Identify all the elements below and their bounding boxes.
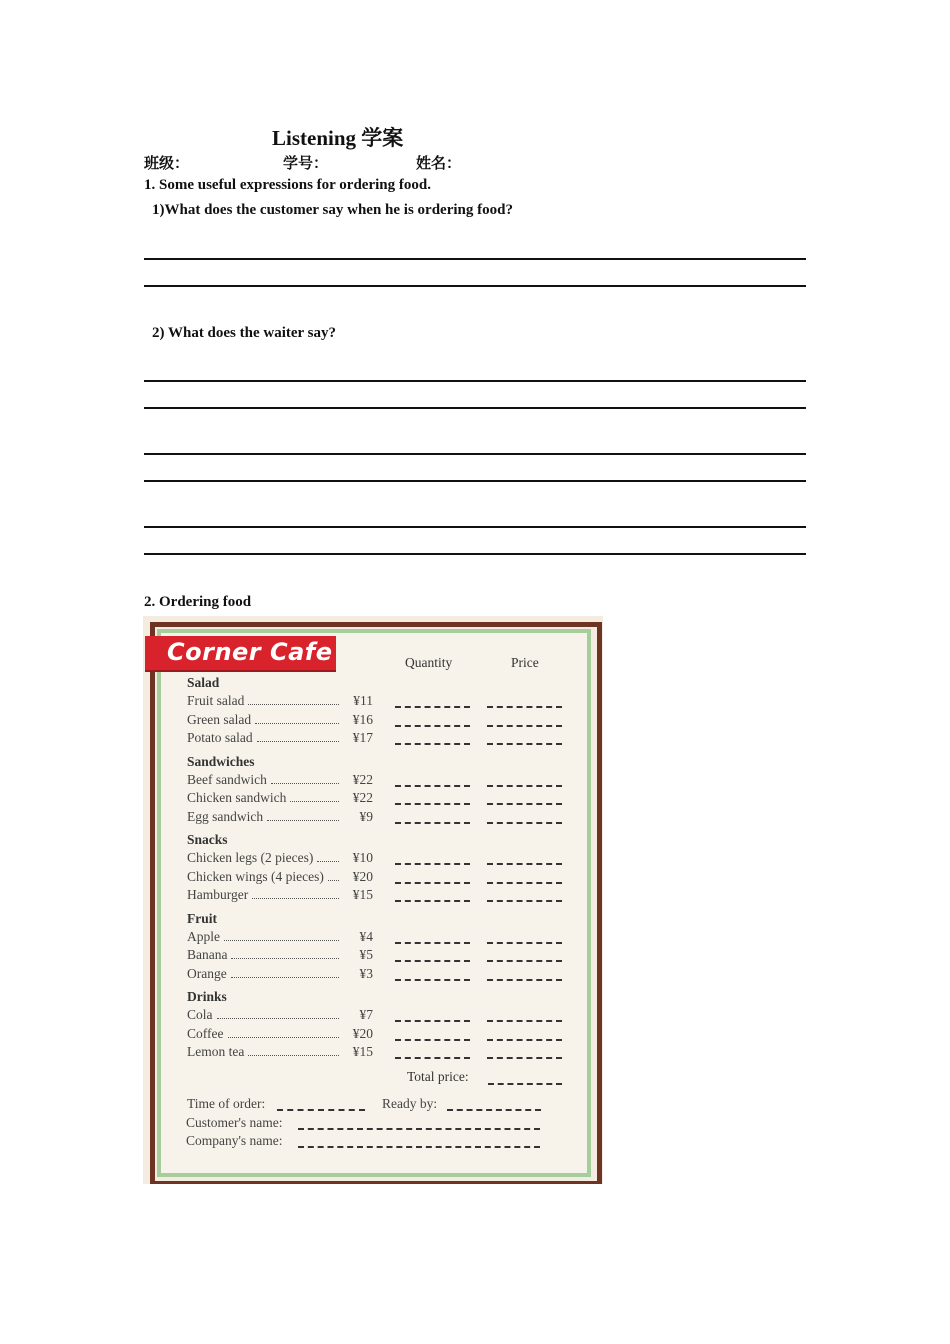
menu-item-name: Green salad [187, 712, 252, 727]
menu-item-price: ¥10 [352, 850, 373, 865]
total-price-blank[interactable] [488, 1083, 562, 1085]
dot-leader [248, 1055, 339, 1056]
menu-item-price: ¥3 [359, 966, 373, 981]
question-1: 1)What does the customer say when he is ordering food? [152, 202, 513, 218]
answer-line[interactable] [144, 553, 806, 555]
price-blank[interactable] [487, 725, 562, 727]
price-blank[interactable] [487, 960, 562, 962]
menu-item-name: Apple [187, 929, 220, 944]
cafe-name: Corner Cafe [167, 638, 333, 666]
total-price-label: Total price: [407, 1069, 469, 1084]
quantity-blank[interactable] [395, 1057, 470, 1059]
quantity-blank[interactable] [395, 960, 470, 962]
price-blank[interactable] [487, 1057, 562, 1059]
menu-card [143, 616, 603, 1184]
dot-leader [252, 898, 339, 899]
student-name-label: 姓名： [416, 156, 462, 172]
dot-leader [271, 783, 339, 784]
menu-item-price: ¥15 [352, 1044, 373, 1059]
dot-leader [228, 1037, 339, 1038]
answer-line[interactable] [144, 453, 806, 455]
answer-line[interactable] [144, 480, 806, 482]
page-title: Listening 学案 [272, 126, 404, 150]
menu-item-name: Hamburger [187, 887, 249, 902]
price-blank[interactable] [487, 822, 562, 824]
price-blank[interactable] [487, 942, 562, 944]
answer-line[interactable] [144, 258, 806, 260]
menu-item-name: Cola [187, 1007, 213, 1022]
menu-category-heading: Snacks [187, 832, 228, 847]
question-2: 2) What does the waiter say? [152, 325, 337, 341]
quantity-blank[interactable] [395, 900, 470, 902]
answer-line[interactable] [144, 407, 806, 409]
section2-heading: 2. Ordering food [144, 594, 252, 610]
menu-item-price: ¥20 [352, 869, 373, 884]
quantity-blank[interactable] [395, 785, 470, 787]
dot-leader [267, 820, 339, 821]
price-column-header: Price [511, 655, 539, 670]
menu-category-heading: Drinks [187, 989, 227, 1004]
answer-line[interactable] [144, 380, 806, 382]
dot-leader [231, 977, 339, 978]
menu-item-name: Chicken legs (2 pieces) [187, 850, 314, 865]
price-blank[interactable] [487, 743, 562, 745]
menu-item-name: Coffee [187, 1026, 224, 1041]
menu-category-heading: Salad [187, 675, 220, 690]
customer-name-blank[interactable] [298, 1128, 540, 1130]
dot-leader [224, 940, 339, 941]
menu-item-name: Orange [187, 966, 227, 981]
company-name-blank[interactable] [298, 1146, 540, 1148]
company-name-label: Company's name: [186, 1133, 283, 1148]
menu-item-name: Chicken wings (4 pieces) [187, 869, 324, 884]
answer-line[interactable] [144, 526, 806, 528]
ready-by-label: Ready by: [382, 1096, 438, 1111]
quantity-blank[interactable] [395, 706, 470, 708]
class-label: 班级： [144, 156, 190, 172]
menu-item-price: ¥22 [352, 790, 373, 805]
menu-item-price: ¥20 [352, 1026, 373, 1041]
dot-leader [248, 704, 339, 705]
price-blank[interactable] [487, 882, 562, 884]
time-of-order-blank[interactable] [277, 1109, 365, 1111]
menu-category-heading: Sandwiches [187, 754, 255, 769]
price-blank[interactable] [487, 706, 562, 708]
quantity-blank[interactable] [395, 743, 470, 745]
quantity-blank[interactable] [395, 979, 470, 981]
student-number-label: 学号： [283, 156, 329, 172]
quantity-blank[interactable] [395, 1039, 470, 1041]
quantity-blank[interactable] [395, 725, 470, 727]
section1-heading: 1. Some useful expressions for ordering food. [144, 177, 431, 193]
price-blank[interactable] [487, 979, 562, 981]
menu-item-price: ¥4 [359, 929, 373, 944]
quantity-blank[interactable] [395, 942, 470, 944]
price-blank[interactable] [487, 1020, 562, 1022]
dot-leader [257, 741, 339, 742]
price-blank[interactable] [487, 803, 562, 805]
quantity-blank[interactable] [395, 822, 470, 824]
dot-leader [328, 880, 339, 881]
answer-line[interactable] [144, 285, 806, 287]
menu-item-name: Chicken sandwich [187, 790, 287, 805]
dot-leader [290, 801, 339, 802]
menu-item-price: ¥5 [359, 947, 373, 962]
menu-item-price: ¥7 [359, 1007, 373, 1022]
quantity-blank[interactable] [395, 1020, 470, 1022]
dot-leader [317, 861, 339, 862]
menu-item-price: ¥17 [352, 730, 373, 745]
menu-category-heading: Fruit [187, 911, 217, 926]
quantity-blank[interactable] [395, 882, 470, 884]
menu-item-name: Potato salad [187, 730, 253, 745]
dot-leader [231, 958, 339, 959]
dot-leader [217, 1018, 339, 1019]
price-blank[interactable] [487, 863, 562, 865]
menu-item-name: Beef sandwich [187, 772, 267, 787]
menu-item-name: Egg sandwich [187, 809, 264, 824]
price-blank[interactable] [487, 785, 562, 787]
quantity-column-header: Quantity [405, 655, 453, 670]
dot-leader [255, 723, 339, 724]
menu-item-price: ¥15 [352, 887, 373, 902]
menu-item-price: ¥22 [352, 772, 373, 787]
price-blank[interactable] [487, 1039, 562, 1041]
customer-name-label: Customer's name: [186, 1115, 283, 1130]
quantity-blank[interactable] [395, 803, 470, 805]
menu-item-name: Banana [187, 947, 228, 962]
menu-item-name: Lemon tea [187, 1044, 245, 1059]
quantity-blank[interactable] [395, 863, 470, 865]
ready-by-blank[interactable] [447, 1109, 541, 1111]
price-blank[interactable] [487, 900, 562, 902]
menu-item-name: Fruit salad [187, 693, 245, 708]
cafe-name-banner [145, 636, 336, 672]
time-of-order-label: Time of order: [187, 1096, 266, 1111]
menu-item-price: ¥11 [353, 693, 373, 708]
menu-item-price: ¥16 [352, 712, 373, 727]
menu-item-price: ¥9 [359, 809, 373, 824]
